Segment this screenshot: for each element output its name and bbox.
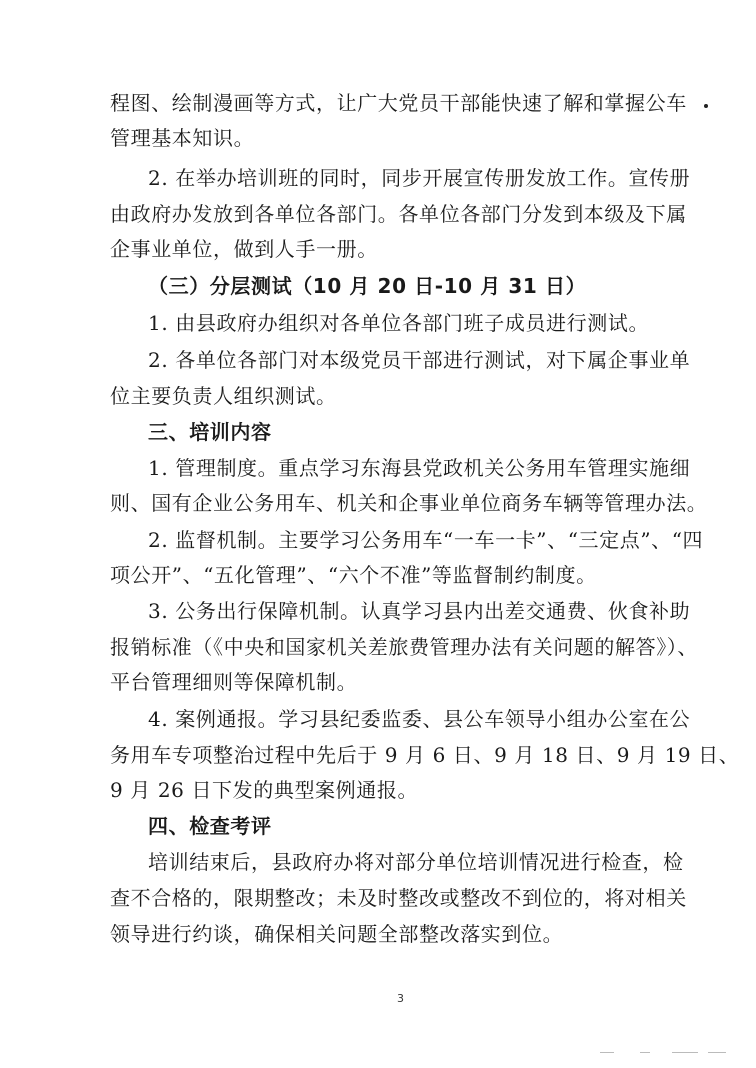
text-line: 由政府办发放到各单位各部门。各单位各部门分发到本级及下属 xyxy=(110,202,687,226)
section-heading: 三、培训内容 xyxy=(148,420,272,444)
scan-mark xyxy=(704,104,708,108)
section-heading: 四、检查考评 xyxy=(148,814,272,838)
scan-artifact xyxy=(672,1052,698,1053)
text-line: 4. 案例通报。学习县纪委监委、县公车领导小组办公室在公 xyxy=(148,707,691,731)
scan-artifact xyxy=(640,1052,650,1053)
text-line: 则、国有企业公务用车、机关和企事业单位商务车辆等管理办法。 xyxy=(110,491,708,515)
text-line: 2. 在举办培训班的同时，同步开展宣传册发放工作。宣传册 xyxy=(148,166,691,190)
text-line: 9 月 26 日下发的典型案例通报。 xyxy=(110,778,419,802)
text-line: 2. 各单位各部门对本级党员干部进行测试，对下属企事业单 xyxy=(148,348,691,372)
text-line: 务用车专项整治过程中先后于 9 月 6 日、9 月 18 日、9 月 19 日、 xyxy=(110,743,740,767)
text-line: 程图、绘制漫画等方式，让广大党员干部能快速了解和掌握公车 xyxy=(110,91,687,115)
text-line: 报销标准（《中央和国家机关差旅费管理办法有关问题的解答》）、 xyxy=(110,635,698,659)
text-line: 位主要负责人组织测试。 xyxy=(110,384,337,408)
text-line: 管理基本知识。 xyxy=(110,126,255,150)
text-line: 领导进行约谈，确保相关问题全部整改落实到位。 xyxy=(110,922,564,946)
page-number: 3 xyxy=(397,992,404,1005)
text-line: 企事业单位，做到人手一册。 xyxy=(110,237,378,261)
text-line: 培训结束后，县政府办将对部分单位培训情况进行检查，检 xyxy=(148,850,684,874)
text-line: 2. 监督机制。主要学习公务用车“一车一卡”、“三定点”、“四 xyxy=(148,528,704,552)
scan-artifact xyxy=(600,1052,614,1053)
text-line: 3. 公务出行保障机制。认真学习县内出差交通费、伙食补助 xyxy=(148,599,691,623)
scan-artifact xyxy=(708,1052,726,1053)
text-line: 查不合格的，限期整改；未及时整改或整改不到位的，将对相关 xyxy=(110,886,687,910)
text-line: 平台管理细则等保障机制。 xyxy=(110,670,358,694)
text-line: 项公开”、“五化管理”、“六个不准”等监督制约制度。 xyxy=(110,563,597,587)
section-subheading: （三）分层测试（10 月 20 日-10 月 31 日） xyxy=(148,274,587,298)
text-line: 1. 管理制度。重点学习东海县党政机关公务用车管理实施细 xyxy=(148,456,691,480)
text-line: 1. 由县政府办组织对各单位各部门班子成员进行测试。 xyxy=(148,311,650,335)
